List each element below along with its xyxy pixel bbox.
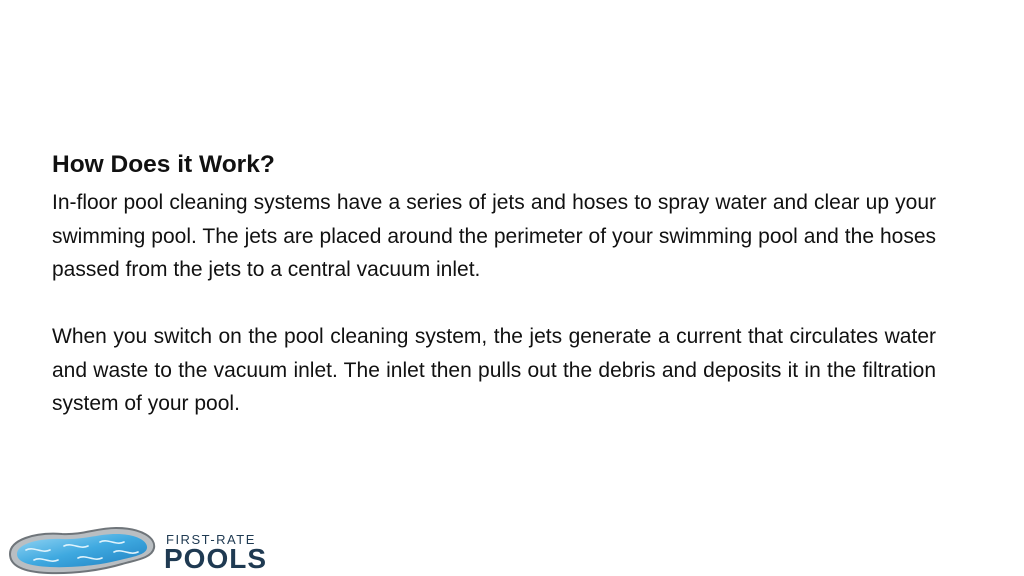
section-heading: How Does it Work?	[52, 151, 275, 178]
paragraph-2: When you switch on the pool cleaning system, the jets generate a current that circulates water and waste to the vacuum inlet. The inlet then pulls out the debris and deposits it in the filtration system of your pool.	[52, 325, 936, 415]
main-content	[52, 150, 936, 421]
logo-text-pools: POOLS	[164, 543, 268, 574]
company-logo	[4, 524, 304, 576]
paragraph-1: In-floor pool cleaning systems have a series of jets and hoses to spray water and clear up your swimming pool. The jets are placed around the perimeter of your swimming pool and the hoses passed from the jets to a central vacuum inlet.	[52, 191, 936, 281]
logo-text-first-rate: FIRST-RATE	[166, 532, 256, 547]
pool-icon	[4, 524, 160, 576]
